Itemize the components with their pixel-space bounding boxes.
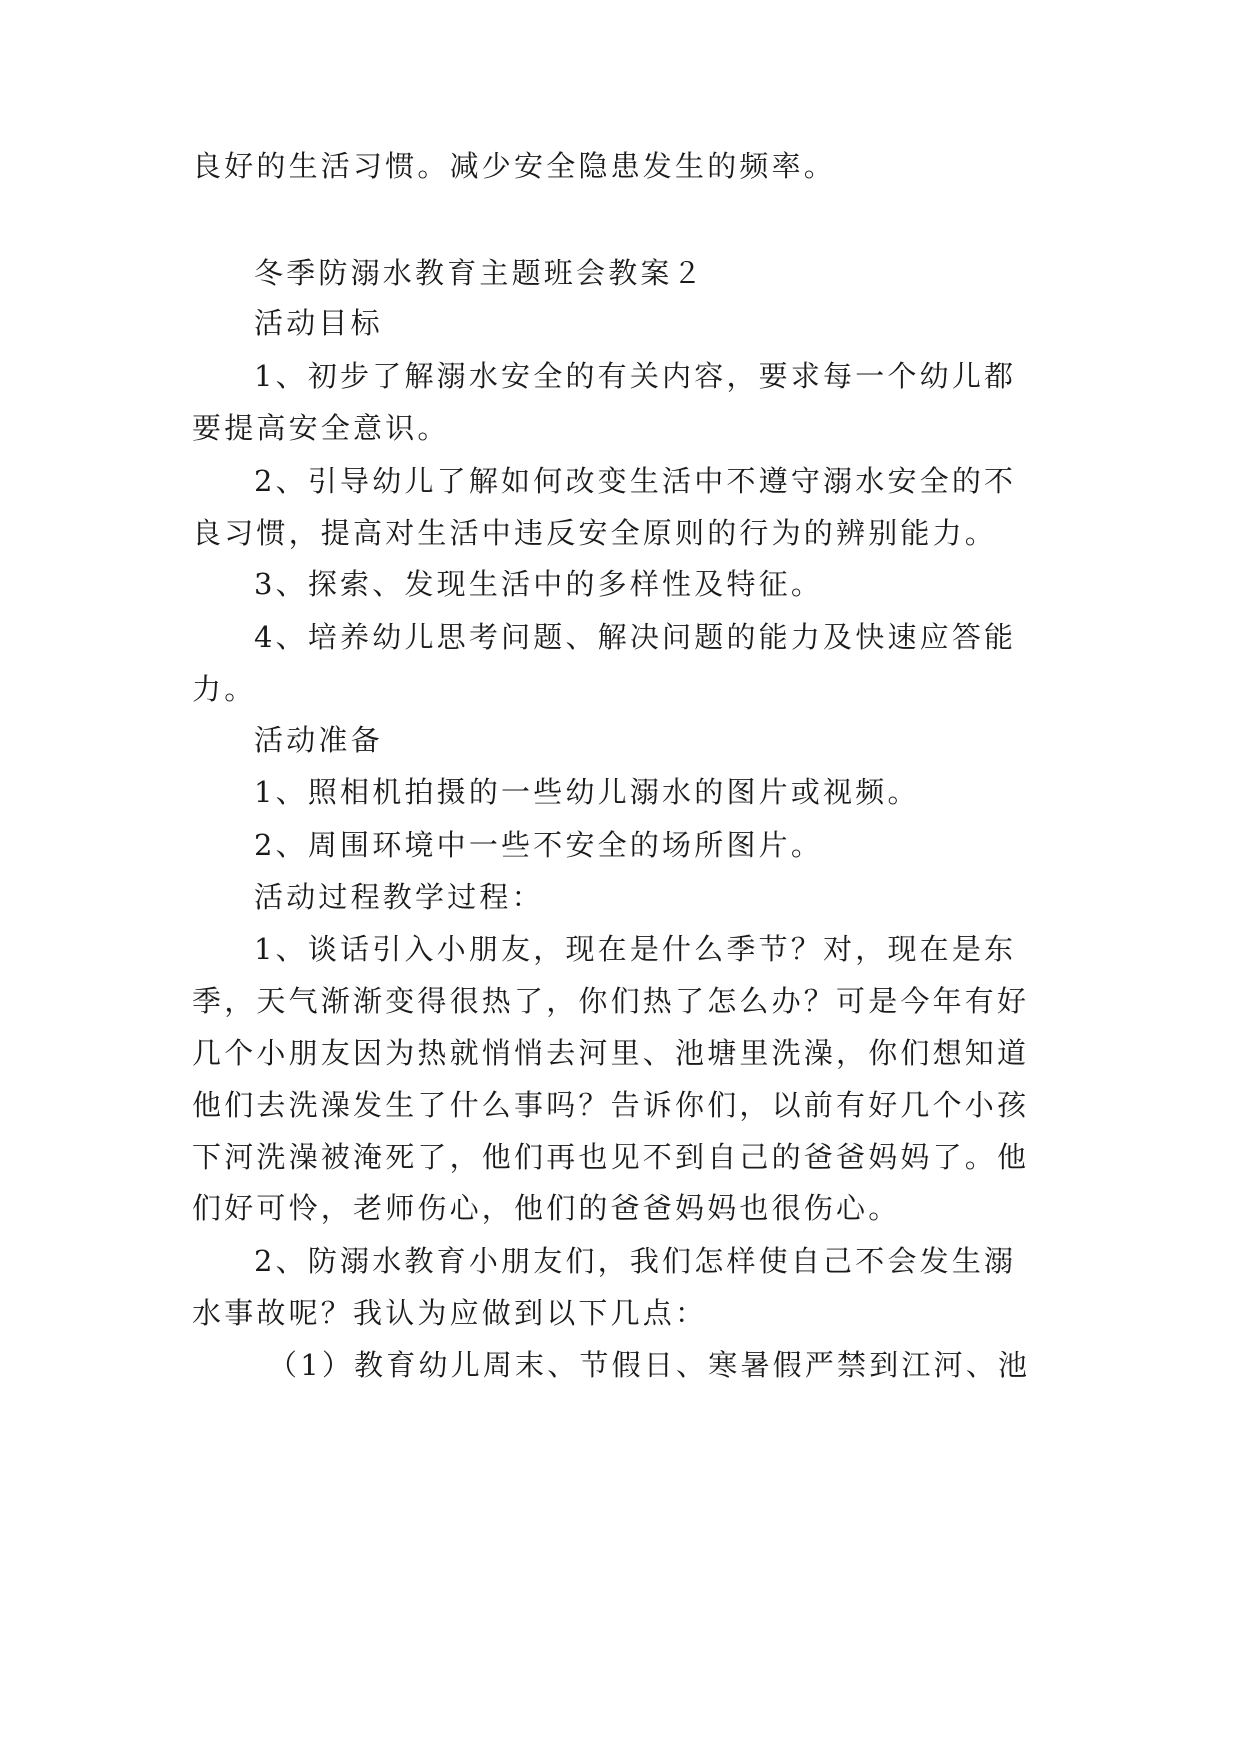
section-heading: 活动目标 [254,306,383,340]
paragraph-line: 下河洗澡被淹死了，他们再也见不到自己的爸爸妈妈了。他 [192,1140,1030,1174]
paragraph-line: 力。 [192,672,257,706]
paragraph-line: 1、初步了解溺水安全的有关内容，要求每一个幼儿都 [254,359,1017,393]
paragraph-line: 3、探索、发现生活中的多样性及特征。 [254,567,824,601]
paragraph-line: 2、周围环境中一些不安全的场所图片。 [254,828,824,862]
paragraph-line: 1、照相机拍摄的一些幼儿溺水的图片或视频。 [254,775,920,809]
paragraph-line: 几个小朋友因为热就悄悄去河里、池塘里洗澡，你们想知道 [192,1036,1030,1070]
paragraph-line: 良习惯，提高对生活中违反安全原则的行为的辨别能力。 [192,516,998,550]
paragraph-line: 2、防溺水教育小朋友们，我们怎样使自己不会发生溺 [254,1244,1017,1278]
paragraph-line: 季，天气渐渐变得很热了，你们热了怎么办？可是今年有好 [192,984,1030,1018]
paragraph-line: 们好可怜，老师伤心，他们的爸爸妈妈也很伤心。 [192,1191,901,1225]
paragraph-line: 4、培养幼儿思考问题、解决问题的能力及快速应答能 [254,620,1017,654]
paragraph-line: 水事故呢？我认为应做到以下几点： [192,1296,708,1330]
paragraph-line: 他们去洗澡发生了什么事吗？告诉你们，以前有好几个小孩 [192,1088,1030,1122]
paragraph-line: 2、引导幼儿了解如何改变生活中不遵守溺水安全的不 [254,464,1017,498]
paragraph-line: 良好的生活习惯。减少安全隐患发生的频率。 [192,149,837,183]
paragraph-line: 要提高安全意识。 [192,411,450,445]
section-title: 冬季防溺水教育主题班会教案２ [254,256,705,290]
section-heading: 活动准备 [254,723,383,757]
paragraph-line: （1）教育幼儿周末、节假日、寒暑假严禁到江河、池 [268,1348,1031,1382]
section-heading: 活动过程教学过程： [254,880,544,914]
paragraph-line: 1、谈话引入小朋友，现在是什么季节？对，现在是东 [254,932,1017,966]
